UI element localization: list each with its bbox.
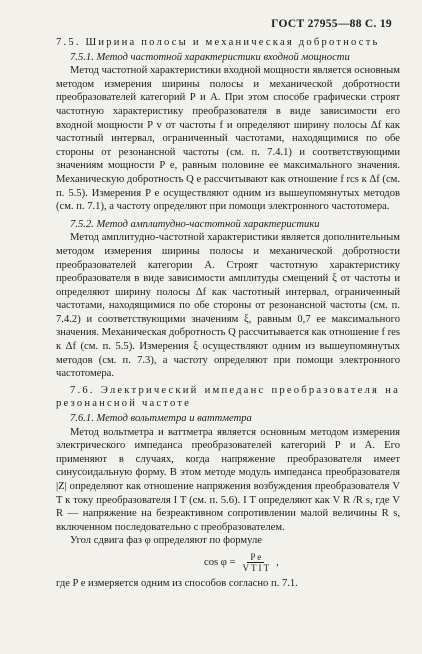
formula-fraction [240,552,273,573]
subsection-7-6-1-title: 7.6.1. Метод вольтметра и ваттметра [70,413,252,425]
subsection-7-5-1-title: 7.5.1. Метод частотной характеристики входной мощности [70,51,350,63]
formula-denominator: V T I T [242,562,270,573]
paragraph-7-5-2: Метод амплитудно-частотной характеристики является дополнительным методом измерения ширины полосы и механической добротности преобразователей категории А. Строят частотную характеристику преобразователя в виде зависимости амплитуды смещений ξ от частоты и определяют ширину полосы Δf как частотный интервал, ограниченный частотами, находящимися по обе стороны от резонансной частоты (см. п. 7.4.2) и соответствующими значениям ξ, равным 0,7 ее максимального значения. Механическая добротность Q рассчитывается как отношение f res к Δf (см. п. 5.5). Измерения ξ осуществляют одним из вышеупомянутых методов (см. п. 7.3), а частоту определяют при помощи электронного частотомера. [56,232,400,380]
formula-numerator: P e [247,552,264,563]
formula-explanation: где P e измеряется одним из способов согласно п. 7.1. [56,577,298,589]
formula-lhs: cos φ = [204,556,236,568]
section-7-5-title: 7.5. Ширина полосы и механическая добротность [56,37,380,48]
phase-angle-intro: Угол сдвига фаз φ определяют по формуле [70,535,262,547]
phase-formula [204,552,400,573]
subsection-7-5-2-title: 7.5.2. Метод амплитудно-частотной характеристики [70,218,320,230]
formula-tail: , [276,556,279,568]
page-content [56,36,400,591]
paragraph-7-6-1: Метод вольтметра и ваттметра является основным методом измерения электрического импеданса преобразователей категорий Р и А. Его применяют в случаях, когда напряжение преобразователя имеет синусоидальную форму. В этом методе модуль импеданса преобразователя |Z| определяют как отношение напряжения возбуждения преобразователя V T к току преобразователя I T (см. п. 5.6). I T определяют как V R /R s, где V R — напряжение на безреактивном сопротивлении малой величины R s, включенном последовательно с преобразователем. [56,426,400,533]
page-header: ГОСТ 27955—88 С. 19 [271,18,392,30]
section-7-6-title: 7.6. Электрический импеданс преобразователя на резонансной частоте [56,384,400,410]
paragraph-7-5-1: Метод частотной характеристики входной мощности является основным методом измерения ширины полосы и механической добротности преобразователей категорий Р и А. При этом способе графически строят частотную характеристику преобразователя в виде зависимости его входной мощности P v от частоты f и определяют ширину полосы Δf как частотный интервал, ограниченный частотами, находящимися по обе стороны от резонансной частоты (см. п. 7.4.1) и соответствующими значениям мощности P e, равным половине ее максимального значения. Механическую добротность Q e рассчитывают как отношение f rcs к Δf (см. п. 5.5). Измерения P e осуществляют одним из вышеупомянутых методов (см. п. 7.1), а частоту определяют при помощи электронного частотомера. [56,65,400,213]
